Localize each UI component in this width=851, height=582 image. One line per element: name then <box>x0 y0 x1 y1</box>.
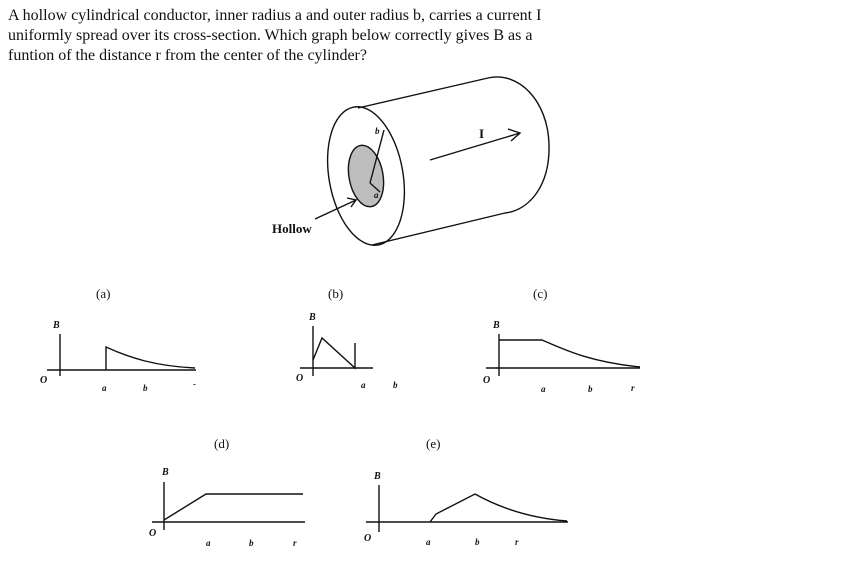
graph-c[interactable] <box>483 286 640 394</box>
graph-d-y-label: B <box>162 467 169 478</box>
graph-d-curve <box>164 494 303 520</box>
graph-a[interactable] <box>40 286 196 393</box>
question-line-2: uniformly spread over its cross-section. Which graph below correctly gives B as a <box>8 27 533 44</box>
question-line-1: A hollow cylindrical conductor, inner radius a and outer radius b, carries a current I <box>8 7 542 24</box>
graph-e-tick-a: a <box>426 537 431 547</box>
graph-e-label: (e) <box>426 436 441 451</box>
graph-a-tick-r: - <box>193 379 196 389</box>
graph-c-tick-r: r <box>631 383 635 393</box>
question-line-3: funtion of the distance r from the center of the cylinder? <box>8 47 367 64</box>
current-arrow <box>430 133 520 160</box>
graph-a-tick-b: b <box>143 383 148 393</box>
graph-e-y-label: B <box>374 471 381 482</box>
graph-e-tick-r: r <box>515 537 519 547</box>
graph-e[interactable] <box>364 436 568 547</box>
graph-b-tick-b: b <box>393 380 398 390</box>
outer-radius-label: b <box>375 126 380 136</box>
current-label: I <box>479 126 485 141</box>
graph-d-tick-a: a <box>206 538 211 548</box>
graph-c-curve <box>499 340 640 367</box>
graph-d-tick-b: b <box>249 538 254 548</box>
graph-d-label: (d) <box>214 436 230 451</box>
graph-c-y-label: B <box>493 320 500 331</box>
graph-a-curve <box>106 347 195 370</box>
graph-c-origin: O <box>483 375 491 386</box>
cylinder-bottom-edge <box>372 213 505 245</box>
graph-b-origin: O <box>296 373 304 384</box>
cylinder-figure <box>315 77 549 251</box>
graph-c-tick-a: a <box>541 384 546 394</box>
graph-e-tick-b: b <box>475 537 480 547</box>
graph-b-label: (b) <box>328 286 344 301</box>
graph-a-tick-a: a <box>102 383 107 393</box>
graph-e-origin: O <box>364 533 372 544</box>
graph-c-tick-b: b <box>588 384 593 394</box>
graph-d-origin: O <box>149 528 157 539</box>
cylinder-top-edge <box>358 78 488 108</box>
graph-c-label: (c) <box>533 286 548 301</box>
graph-a-label: (a) <box>96 286 111 301</box>
graph-b-y-label: B <box>309 312 316 323</box>
graph-a-y-label: B <box>53 320 60 331</box>
graph-b[interactable] <box>296 286 398 390</box>
inner-radius-label: a <box>374 190 379 200</box>
hollow-label: Hollow <box>272 221 312 236</box>
cylinder-back-arc <box>488 77 549 213</box>
graph-a-origin: O <box>40 375 48 386</box>
graph-d-tick-r: r <box>293 538 297 548</box>
graph-e-curve <box>430 494 567 522</box>
graph-d[interactable] <box>149 436 305 548</box>
graph-b-tick-a: a <box>361 380 366 390</box>
graph-b-curve <box>313 338 355 368</box>
